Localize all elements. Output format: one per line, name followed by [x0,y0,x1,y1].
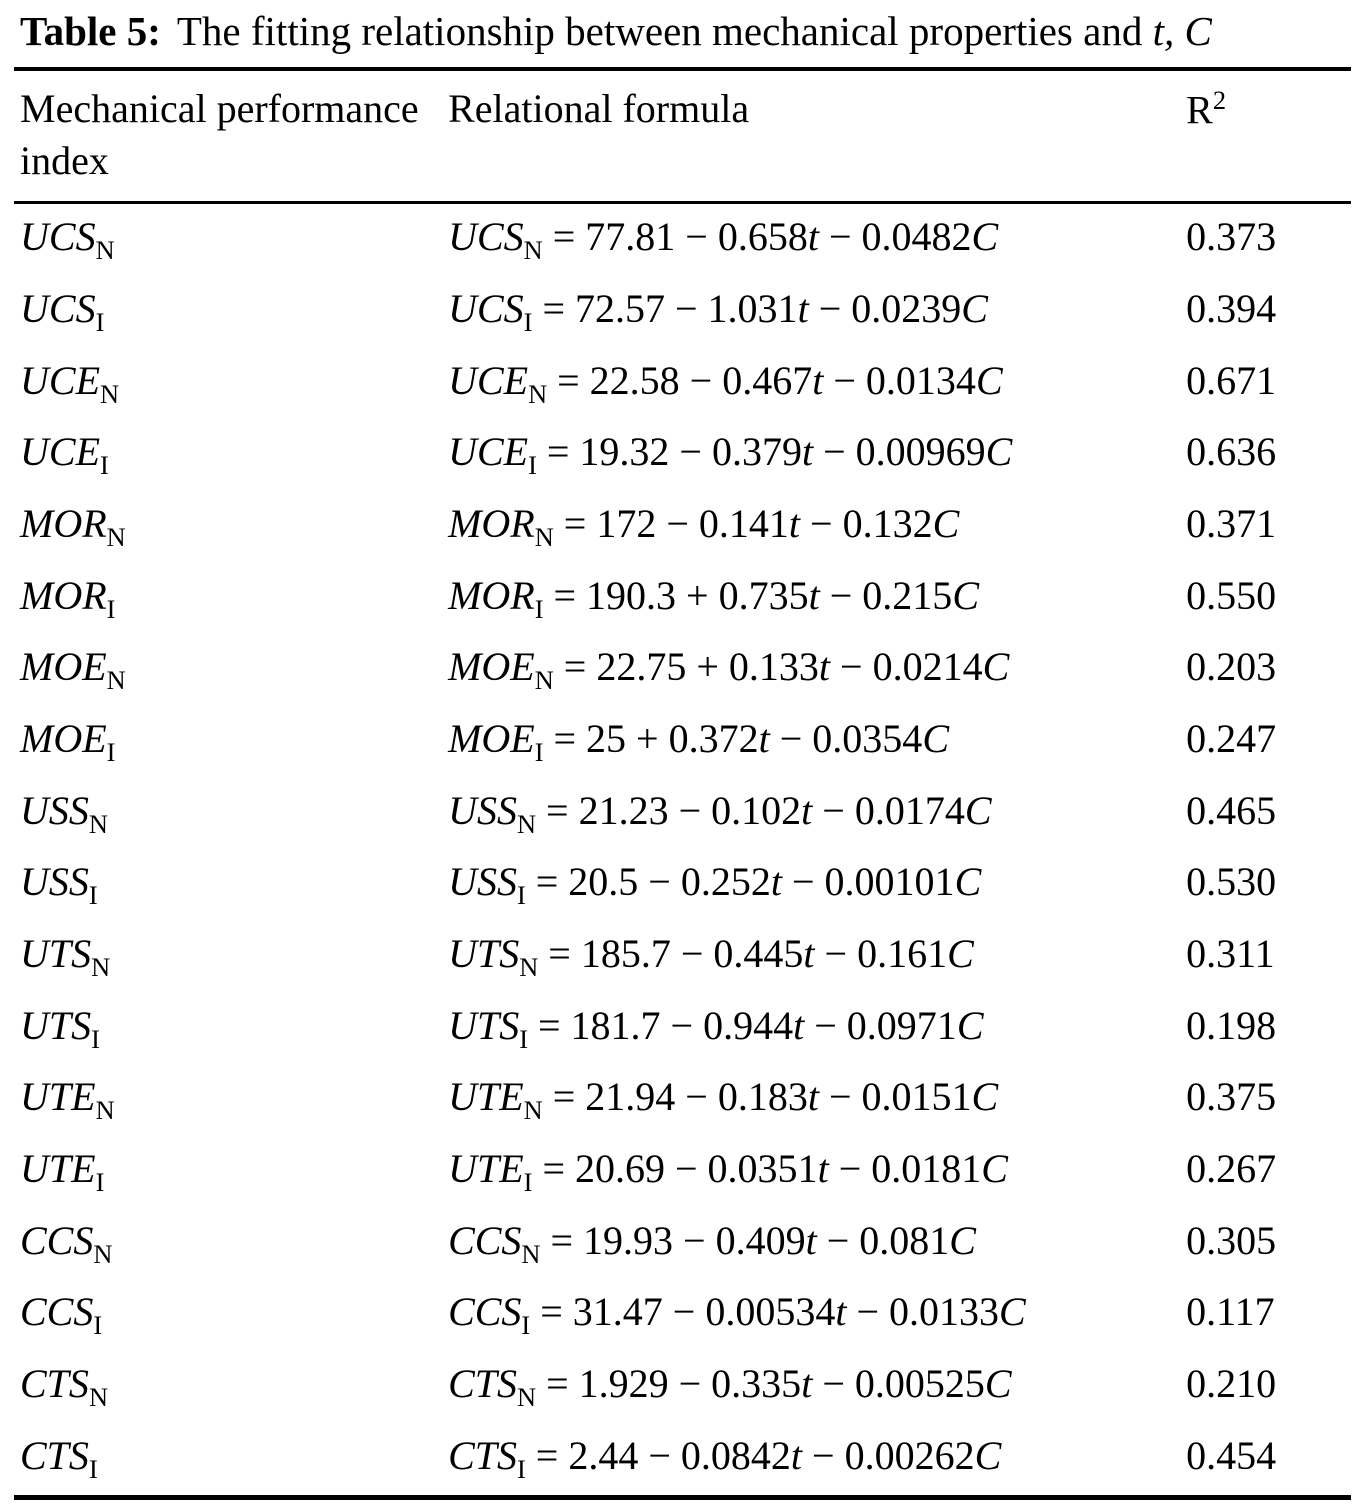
relational-formula-cell: $USS_N = 21.23 - 0.102t - 0.0174C$ [448,787,992,839]
table-row [14,778,1351,850]
r-squared-value-cell: 0.550 [1186,572,1277,618]
table-row [14,1064,1351,1136]
r-squared-value-cell: 0.454 [1186,1432,1277,1478]
formula-variable: C [922,715,949,761]
index-subscript: N [106,521,126,552]
index-symbol: UCS [20,285,96,331]
formula-variable: C [971,1074,999,1120]
relational-formula-cell: $MOR_I = 190.3 + 0.735t - 0.215C$ [448,572,979,624]
index-symbol: USS [20,859,89,905]
formula-lhs: CTS [448,1432,517,1478]
formula-lhs-subscript: I [534,736,544,767]
formula-variable: C [954,859,982,905]
table-row [14,276,1351,348]
index-subscript: I [95,1167,105,1198]
index-subscript: I [88,1453,98,1484]
r-squared-value-cell: 0.210 [1186,1361,1277,1407]
formula-lhs: UCS [448,285,524,331]
index-subscript: I [106,736,116,767]
mechanical-index-cell [14,563,442,635]
index-symbol: MOR [20,500,107,546]
r-squared-value-cell: 0.394 [1186,285,1277,331]
formula-lhs-subscript: N [534,521,554,552]
table-row [14,1351,1351,1423]
index-subscript: I [100,450,109,481]
formula-variable: t [817,1146,829,1192]
r-squared-value-cell: 0.247 [1186,715,1277,761]
index-symbol: UCE [20,429,100,475]
mechanical-index-cell [14,778,442,850]
index-subscript: I [95,306,105,337]
header-mechanical-performance-index: Mechanical performance index [14,69,442,203]
formula-lhs: MOE [448,715,535,761]
formula-lhs: MOR [448,500,535,546]
table-row [14,1136,1351,1208]
formula-variable: t [812,357,824,403]
formula-variable: t [808,572,820,618]
table-row [14,634,1351,706]
index-subscript: I [91,1023,100,1054]
formula-variable: t [818,644,831,690]
formula-variable: C [961,285,988,331]
relational-formula-cell: $UTS_I = 181.7 - 0.944t - 0.0971C$ [448,1002,984,1054]
formula-lhs-subscript: I [534,593,544,624]
index-subscript: N [100,378,120,409]
table-row [14,1423,1351,1497]
formula-lhs: CTS [448,1361,517,1407]
index-subscript: N [95,235,115,266]
formula-lhs-subscript: N [534,665,554,696]
table-row [14,1279,1351,1351]
formula-variable: C [984,1361,1012,1407]
formula-lhs-subscript: I [516,880,526,911]
formula-lhs: UTS [448,931,520,977]
relational-formula-cell: $UCS_I = 72.57 - 1.031t - 0.0239C$ [448,285,988,337]
formula-lhs-subscript: N [528,378,548,409]
formula-variable: t [801,429,814,475]
index-subscript: N [106,665,126,696]
index-symbol: UTE [20,1146,96,1192]
table-row [14,203,1351,276]
r-squared-exponent: 2 [1212,85,1227,116]
formula-lhs: UCE [448,357,529,403]
table-row [14,993,1351,1065]
formula-lhs: UCE [448,429,529,475]
mechanical-index-cell [14,203,442,276]
table-row [14,563,1351,635]
mechanical-index-cell [14,706,442,778]
formula-variable: C [947,931,974,977]
r-squared-value-cell: 0.636 [1186,429,1277,475]
relational-formula-cell: $UTS_N = 185.7 - 0.445t - 0.161C$ [448,931,974,983]
caption-variables: t, C [1152,8,1212,54]
formula-lhs-subscript: N [516,808,537,839]
formula-variable: C [952,572,979,618]
formula-variable: t [803,931,815,977]
formula-variable: C [982,644,1010,690]
relational-formula-cell: $UTE_N = 21.94 - 0.183t - 0.0151C$ [448,1074,999,1126]
r-squared-value-cell: 0.305 [1186,1217,1277,1263]
mechanical-index-cell [14,1279,442,1351]
mechanical-index-cell [14,1351,442,1423]
formula-lhs-subscript: N [521,1238,541,1269]
formula-variable: t [788,500,801,546]
index-symbol: CTS [20,1432,89,1478]
table-row [14,849,1351,921]
formula-lhs: MOR [448,572,535,618]
mechanical-index-cell [14,849,442,921]
relational-formula-cell: $CTS_I = 2.44 - 0.0842t - 0.00262C$ [448,1432,1002,1484]
formula-lhs: USS [448,859,517,905]
formula-variable: C [956,1002,984,1048]
index-symbol: UTS [20,931,92,977]
relational-formula-cell: $UCS_N = 77.81 - 0.658t - 0.0482C$ [448,214,999,266]
formula-variable: C [964,787,992,833]
index-symbol: MOE [20,715,107,761]
mechanical-index-cell [14,348,442,420]
formula-lhs-subscript: N [517,1382,537,1413]
index-symbol: USS [20,787,89,833]
relational-formula-cell: $MOE_I = 25 + 0.372t - 0.0354C$ [448,715,949,767]
table-row [14,491,1351,563]
relational-formula-cell: $MOR_N = 172 - 0.141t - 0.132C$ [448,500,960,552]
formula-variable: t [758,715,770,761]
mechanical-index-cell [14,419,442,491]
index-symbol: MOR [20,572,107,618]
r-squared-value-cell: 0.465 [1186,787,1277,833]
mechanical-index-cell [14,276,442,348]
header-relational-formula: Relational formula [442,69,1180,203]
r-squared-value-cell: 0.371 [1186,500,1277,546]
formula-variable: C [975,357,1003,403]
index-symbol: CCS [20,1217,94,1263]
header-r-squared [1180,69,1351,203]
index-symbol: MOE [20,644,107,690]
formula-lhs-subscript: I [519,1023,528,1054]
relational-formula-cell: $MOE_N = 22.75 + 0.133t - 0.0214C$ [448,644,1010,696]
mechanical-index-cell [14,491,442,563]
formula-lhs: MOE [448,644,535,690]
fitting-relationship-table [14,67,1351,1499]
index-symbol: UTE [20,1074,96,1120]
formula-lhs: USS [448,787,517,833]
mechanical-index-cell [14,1423,442,1497]
index-symbol: CCS [20,1289,94,1335]
table-row [14,921,1351,993]
formula-variable: C [971,214,999,260]
formula-lhs-subscript: I [528,450,537,481]
mechanical-index-cell [14,993,442,1065]
relational-formula-cell: $CCS_N = 19.93 - 0.409t - 0.081C$ [448,1217,976,1269]
formula-variable: C [999,1289,1026,1335]
relational-formula-cell: $UTE_I = 20.69 - 0.0351t - 0.0181C$ [448,1146,1008,1198]
index-subscript: N [88,1382,108,1413]
index-subscript: I [88,880,98,911]
formula-lhs: UCS [448,214,524,260]
mechanical-index-cell [14,1136,442,1208]
formula-lhs-subscript: I [523,306,533,337]
relational-formula-cell: $CTS_N = 1.929 - 0.335t - 0.00525C$ [448,1361,1012,1413]
r-squared-value-cell: 0.375 [1186,1074,1277,1120]
relational-formula-cell: $UCE_I = 19.32 - 0.379t - 0.00969C$ [448,429,1013,481]
relational-formula-cell: $CCS_I = 31.47 - 0.00534t - 0.0133C$ [448,1289,1026,1341]
caption-label: Table 5: [20,8,161,54]
formula-variable: t [807,214,819,260]
formula-lhs: UTE [448,1074,524,1120]
formula-variable: C [985,429,1013,475]
formula-variable: t [793,1002,805,1048]
formula-variable: t [770,859,782,905]
r-squared-value-cell: 0.373 [1186,214,1277,260]
table-caption [14,6,1351,67]
r-squared-value-cell: 0.203 [1186,644,1277,690]
r-squared-base: R [1186,87,1213,133]
formula-variable: C [981,1146,1008,1192]
formula-variable: t [807,1074,819,1120]
r-squared-value-cell: 0.671 [1186,357,1277,403]
formula-lhs: UTS [448,1002,520,1048]
caption-text: The fitting relationship between mechanical properties and [176,8,1143,54]
index-subscript: N [95,1095,115,1126]
formula-lhs: UTE [448,1146,524,1192]
mechanical-index-cell [14,634,442,706]
header-row [14,69,1351,203]
index-symbol: UCS [20,214,96,260]
mechanical-index-cell [14,1064,442,1136]
formula-variable: t [790,1432,803,1478]
index-subscript: N [88,808,108,839]
index-symbol: UTS [20,1002,92,1048]
r-squared-value-cell: 0.530 [1186,859,1277,905]
index-symbol: UCE [20,357,100,403]
formula-variable: t [801,1361,813,1407]
formula-lhs-subscript: N [519,952,539,983]
formula-lhs-subscript: I [517,1453,526,1484]
index-subscript: N [91,952,111,983]
formula-lhs-subscript: N [523,235,543,266]
table-row [14,348,1351,420]
table-row [14,706,1351,778]
formula-lhs-subscript: N [523,1095,543,1126]
formula-variable: t [805,1217,817,1263]
mechanical-index-cell [14,1208,442,1280]
formula-variable: t [801,787,813,833]
table-row [14,1208,1351,1280]
table-body [14,203,1351,1497]
table-header [14,69,1351,203]
formula-variable: C [974,1432,1002,1478]
r-squared-value-cell: 0.117 [1186,1289,1275,1335]
index-subscript: I [106,593,116,624]
formula-variable: C [932,500,960,546]
formula-lhs-subscript: I [521,1310,531,1341]
formula-lhs: CCS [448,1289,522,1335]
index-subscript: I [93,1310,103,1341]
mechanical-index-cell [14,921,442,993]
r-squared-value-cell: 0.198 [1186,1002,1277,1048]
formula-variable: t [835,1289,847,1335]
r-squared-value-cell: 0.267 [1186,1146,1277,1192]
formula-lhs: CCS [448,1217,522,1263]
table-row [14,419,1351,491]
formula-lhs-subscript: I [523,1167,533,1198]
index-symbol: CTS [20,1361,89,1407]
r-squared-value-cell: 0.311 [1186,931,1275,977]
formula-variable: t [797,285,809,331]
relational-formula-cell: $UCE_N = 22.58 - 0.467t - 0.0134C$ [448,357,1003,409]
relational-formula-cell: $USS_I = 20.5 - 0.252t - 0.00101C$ [448,859,982,911]
index-subscript: N [93,1238,113,1269]
formula-variable: C [949,1217,976,1263]
